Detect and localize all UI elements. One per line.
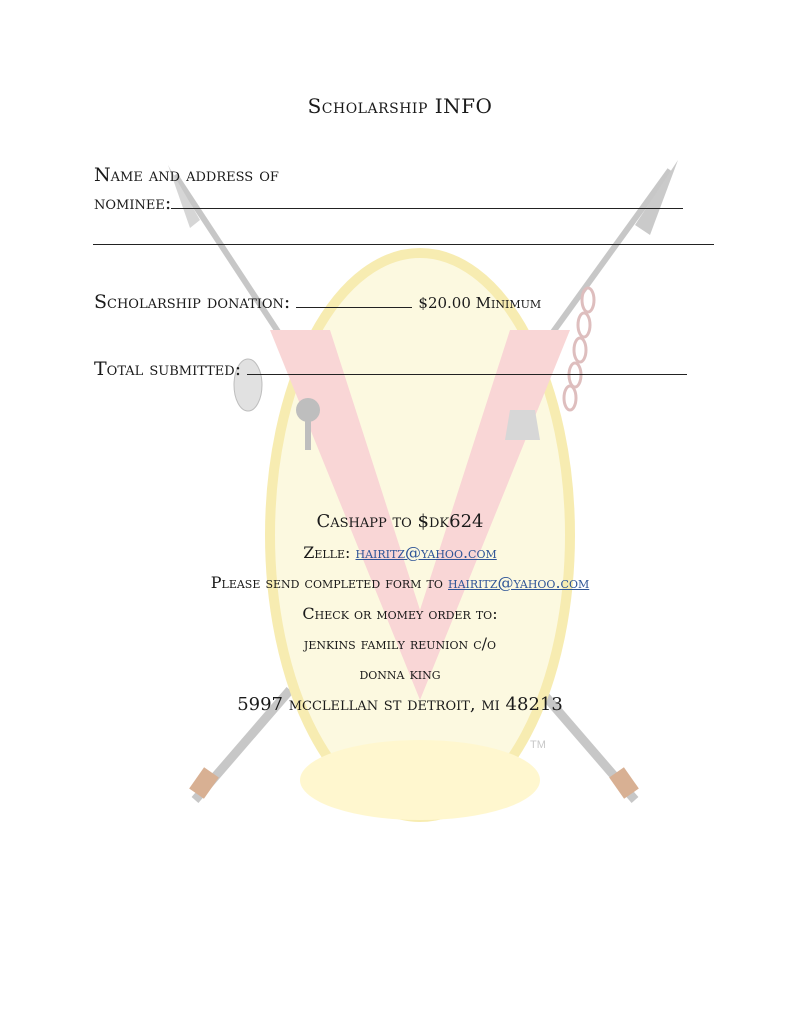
nominee-label-line1: Name and address of (94, 164, 279, 186)
nominee-address-line[interactable] (93, 244, 714, 245)
donation-field[interactable] (94, 289, 541, 313)
donation-minimum: $20.00 Minimum (418, 294, 542, 312)
recipient-line: donna king (359, 664, 441, 683)
trademark-mark: TM (530, 739, 546, 751)
mailing-address: 5997 mcclellan st detroit, mi 48213 (237, 694, 563, 715)
page-title: Scholarship INFO (307, 94, 493, 118)
zelle-line (0, 543, 800, 562)
nominee-blank-line[interactable] (171, 190, 683, 209)
zelle-email-link[interactable]: hairitz@yahoo.com (355, 543, 497, 562)
send-form-line (0, 573, 800, 592)
cashapp-line: Cashapp to $dk624 (316, 511, 484, 532)
total-field[interactable] (94, 356, 687, 380)
zelle-label: Zelle: (303, 543, 351, 562)
check-label: Check or momey order to: (302, 604, 498, 623)
send-form-label: Please send completed form to (210, 573, 443, 592)
total-label: Total submitted: (94, 358, 242, 380)
nominee-field[interactable] (94, 190, 683, 214)
total-blank-line[interactable] (247, 356, 687, 375)
donation-blank-line[interactable] (296, 289, 412, 308)
send-form-email-link[interactable]: hairitz@yahoo.com (447, 573, 590, 592)
payee-line: jenkins family reunion c/o (303, 634, 497, 653)
nominee-label-line2: nominee: (94, 192, 172, 214)
donation-label: Scholarship donation: (94, 291, 291, 313)
